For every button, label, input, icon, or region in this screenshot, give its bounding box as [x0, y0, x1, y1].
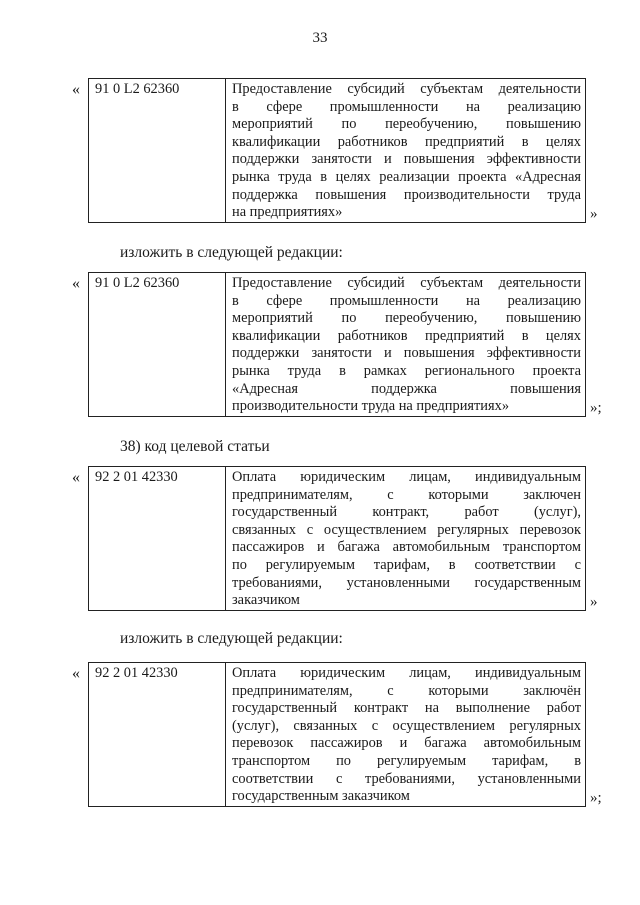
target-article-description: [226, 273, 586, 417]
description-line: связанных с осуществлением регулярных перевозок: [232, 521, 581, 538]
target-article-code: 92 2 01 42330: [89, 467, 226, 611]
description-line: требованиями, установленными государственным: [232, 574, 581, 591]
description-line: рынка труда в рамках регионального проекта: [232, 362, 581, 379]
code-table: [88, 662, 586, 807]
description-line: по регулируемым тарифам, в соответствии с: [232, 556, 581, 573]
open-quote: «: [72, 665, 80, 682]
description-line: (услуг), связанных с осуществлением регулярных: [232, 717, 581, 734]
instruction-paragraph: изложить в следующей редакции:: [120, 244, 343, 261]
description-line: Оплата юридическим лицам, индивидуальным: [232, 469, 581, 485]
close-quote: »;: [590, 790, 602, 806]
description-line: мероприятий по переобучению, повышению: [232, 116, 581, 133]
code-table-block-2: [72, 272, 610, 420]
code-table-block-4: [72, 662, 610, 810]
target-article-description: [226, 467, 586, 611]
table-row: [89, 467, 586, 611]
description-line: заказчиком: [232, 592, 300, 609]
description-line: предпринимателям, с которыми заключён: [232, 682, 581, 699]
close-quote: »: [590, 206, 598, 222]
description-line: Предоставление субсидий субъектам деятельности: [232, 81, 581, 97]
instruction-paragraph: изложить в следующей редакции:: [120, 630, 343, 647]
open-quote: «: [72, 275, 80, 292]
description-line: государственный контракт на выполнение работ: [232, 700, 581, 717]
table-row: [89, 663, 586, 807]
target-article-description: [226, 79, 586, 223]
description-line: квалификации работников предприятий в целях: [232, 133, 581, 150]
target-article-code: 92 2 01 42330: [89, 663, 226, 807]
code-table-block-3: [72, 466, 610, 614]
table-row: [89, 79, 586, 223]
description-line: «Адресная поддержка повышения: [232, 380, 581, 397]
description-line: государственным заказчиком: [232, 788, 410, 805]
target-article-description: [226, 663, 586, 807]
description-line: производительности труда на предприятиях»: [232, 398, 510, 415]
description-line: мероприятий по переобучению, повышению: [232, 310, 581, 327]
description-line: рынка труда в целях реализации проекта «Адресная: [232, 168, 581, 185]
description-line: предпринимателям, с которыми заключен: [232, 486, 581, 503]
description-line: квалификации работников предприятий в целях: [232, 327, 581, 344]
code-table: [88, 466, 586, 611]
description-line: поддержки занятости и повышения эффективности: [232, 151, 581, 168]
code-table-block-1: [72, 78, 610, 226]
description-line: Предоставление субсидий субъектам деятельности: [232, 275, 581, 291]
open-quote: «: [72, 81, 80, 98]
code-table: [88, 78, 586, 223]
target-article-code: 91 0 L2 62360: [89, 273, 226, 417]
section-paragraph: 38) код целевой статьи: [120, 438, 270, 455]
description-line: Оплата юридическим лицам, индивидуальным: [232, 665, 581, 681]
target-article-code: 91 0 L2 62360: [89, 79, 226, 223]
description-line: соответствии с требованиями, установленными: [232, 770, 581, 787]
open-quote: «: [72, 469, 80, 486]
close-quote: »;: [590, 400, 602, 416]
page-number: 33: [312, 30, 328, 46]
close-quote: »: [590, 594, 598, 610]
description-line: государственный контракт, работ (услуг),: [232, 504, 581, 521]
description-line: в сфере промышленности на реализацию: [232, 292, 581, 309]
code-table: [88, 272, 586, 417]
description-line: пассажиров и багажа автомобильным транспортом: [232, 539, 581, 556]
description-line: транспортом по регулируемым тарифам, в: [232, 752, 581, 769]
description-line: на предприятиях»: [232, 204, 343, 221]
table-row: [89, 273, 586, 417]
description-line: поддержка повышения производительности труда: [232, 186, 581, 203]
description-line: в сфере промышленности на реализацию: [232, 98, 581, 115]
description-line: перевозок пассажиров и багажа автомобильным: [232, 735, 581, 752]
description-line: поддержки занятости и повышения эффективности: [232, 345, 581, 362]
